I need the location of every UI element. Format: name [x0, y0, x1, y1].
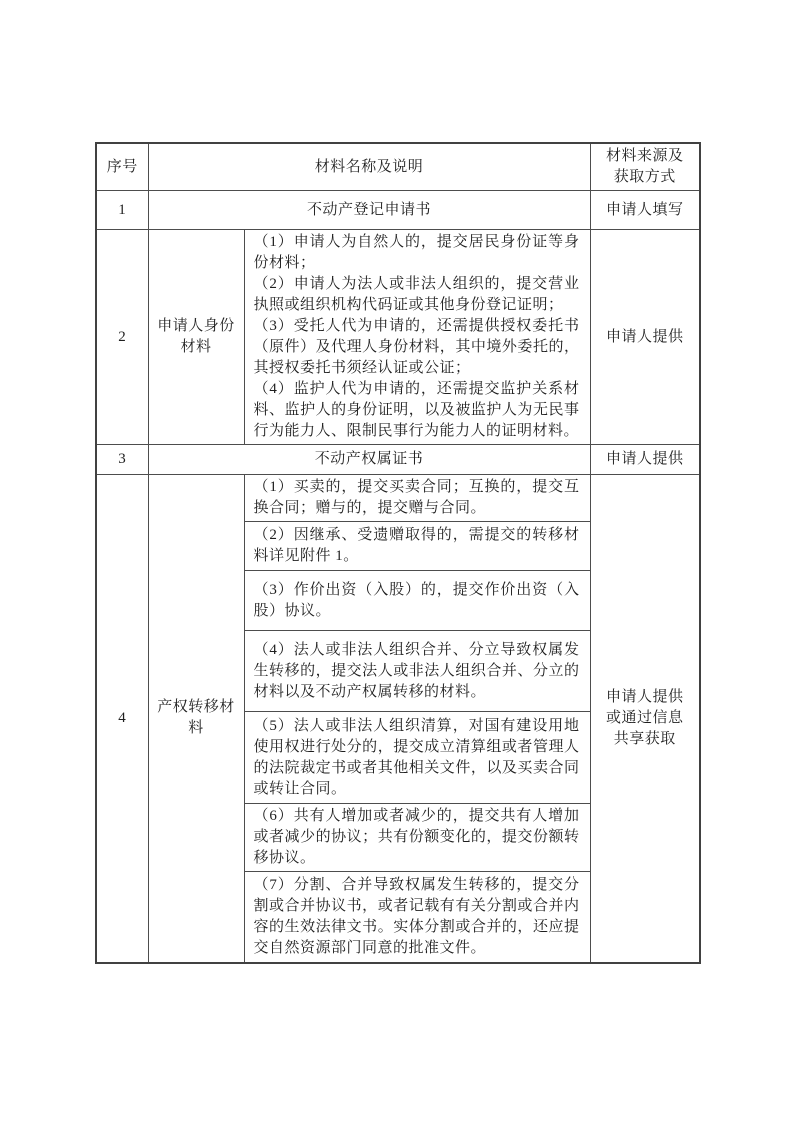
subitem-text-6: （6）共有人增加或者减少的，提交共有人增加或者减少的协议；共有份额变化的，提交份额转移协议。 — [253, 808, 580, 866]
row-2-source — [590, 230, 700, 445]
subitem-text-3: （3）作价出资（入股）的，提交作价出资（入股）协议。 — [253, 581, 580, 619]
header-source-line-1: 材料来源及 — [606, 148, 684, 164]
row-1-source — [590, 191, 700, 230]
row-1-name: 不动产登记申请书 — [148, 191, 590, 230]
row-2-category: 申请人身份材料 — [148, 230, 244, 445]
subitem-cell-4 — [244, 631, 590, 712]
row-1-no: 1 — [96, 191, 148, 230]
row-4-category: 产权转移材料 — [148, 475, 244, 963]
subitem-cell-7 — [244, 872, 590, 963]
row-4-no: 4 — [96, 475, 148, 963]
row-1-source-line: 申请人填写 — [606, 201, 684, 218]
row-2-no: 2 — [96, 230, 148, 445]
row-3-no: 3 — [96, 445, 148, 475]
row-4-source-line-2: 或通过信息 — [606, 709, 684, 726]
header-col-source — [590, 143, 700, 191]
description-item-3: （3）受托人代为申请的，还需提供授权委托书（原件）及代理人身份材料，其中境外委托的，其授权委托书须经认证或公证； — [253, 318, 580, 376]
materials-table — [95, 142, 701, 964]
row-2-source-line: 申请人提供 — [606, 328, 684, 345]
subitem-cell-1 — [244, 475, 590, 522]
row-2 — [96, 230, 700, 445]
row-4-source — [590, 475, 700, 963]
subitem-text-1: （1）买卖的，提交买卖合同；互换的，提交互换合同；赠与的，提交赠与合同。 — [253, 479, 580, 516]
row-4-source-line-1: 申请人提供 — [606, 688, 684, 705]
subitem-cell-6 — [244, 804, 590, 872]
row-4-sub-1 — [96, 475, 700, 522]
header-source-line-2: 获取方式 — [613, 169, 676, 185]
subitem-text-7: （7）分割、合并导致权属发生转移的，提交分割或合并协议书，或者记载有有关分割或合并内容的生效法律文书。实体分割或合并的，还应提交自然资源部门同意的批准文件。 — [253, 876, 580, 956]
row-3 — [96, 445, 700, 475]
subitem-text-4: （4）法人或非法人组织合并、分立导致权属发生转移的，提交法人或非法人组织合并、分立的材料以及不动产权属转移的材料。 — [253, 641, 580, 700]
description-item-2: （2）申请人为法人或非法人组织的，提交营业执照或组织机构代码证或其他身份登记证明； — [253, 276, 580, 313]
header-row — [96, 143, 700, 191]
subitem-cell-3 — [244, 571, 590, 631]
row-3-name: 不动产权属证书 — [148, 445, 590, 475]
header-col-name: 材料名称及说明 — [148, 143, 590, 191]
header-col-no: 序号 — [96, 143, 148, 191]
description-item-1: （1）申请人为自然人的，提交居民身份证等身份材料； — [253, 234, 580, 271]
row-3-source — [590, 445, 700, 475]
subitem-cell-2 — [244, 522, 590, 571]
subitem-text-5: （5）法人或非法人组织清算，对国有建设用地使用权进行处分的，提交成立清算组或者管理人的法院裁定书或者其他相关文件，以及买卖合同或转让合同。 — [253, 717, 580, 797]
subitem-cell-5 — [244, 712, 590, 804]
row-3-source-line: 申请人提供 — [606, 451, 684, 467]
row-4-source-line-3: 共享获取 — [613, 730, 676, 747]
description-item-4: （4）监护人代为申请的，还需提交监护关系材料、监护人的身份证明，以及被监护人为无民事行为能力人、限制民事行为能力人的证明材料。 — [253, 381, 580, 439]
row-1 — [96, 191, 700, 230]
row-2-description — [244, 230, 590, 445]
subitem-text-2: （2）因继承、受遗赠取得的，需提交的转移材料详见附件 1。 — [253, 527, 580, 564]
